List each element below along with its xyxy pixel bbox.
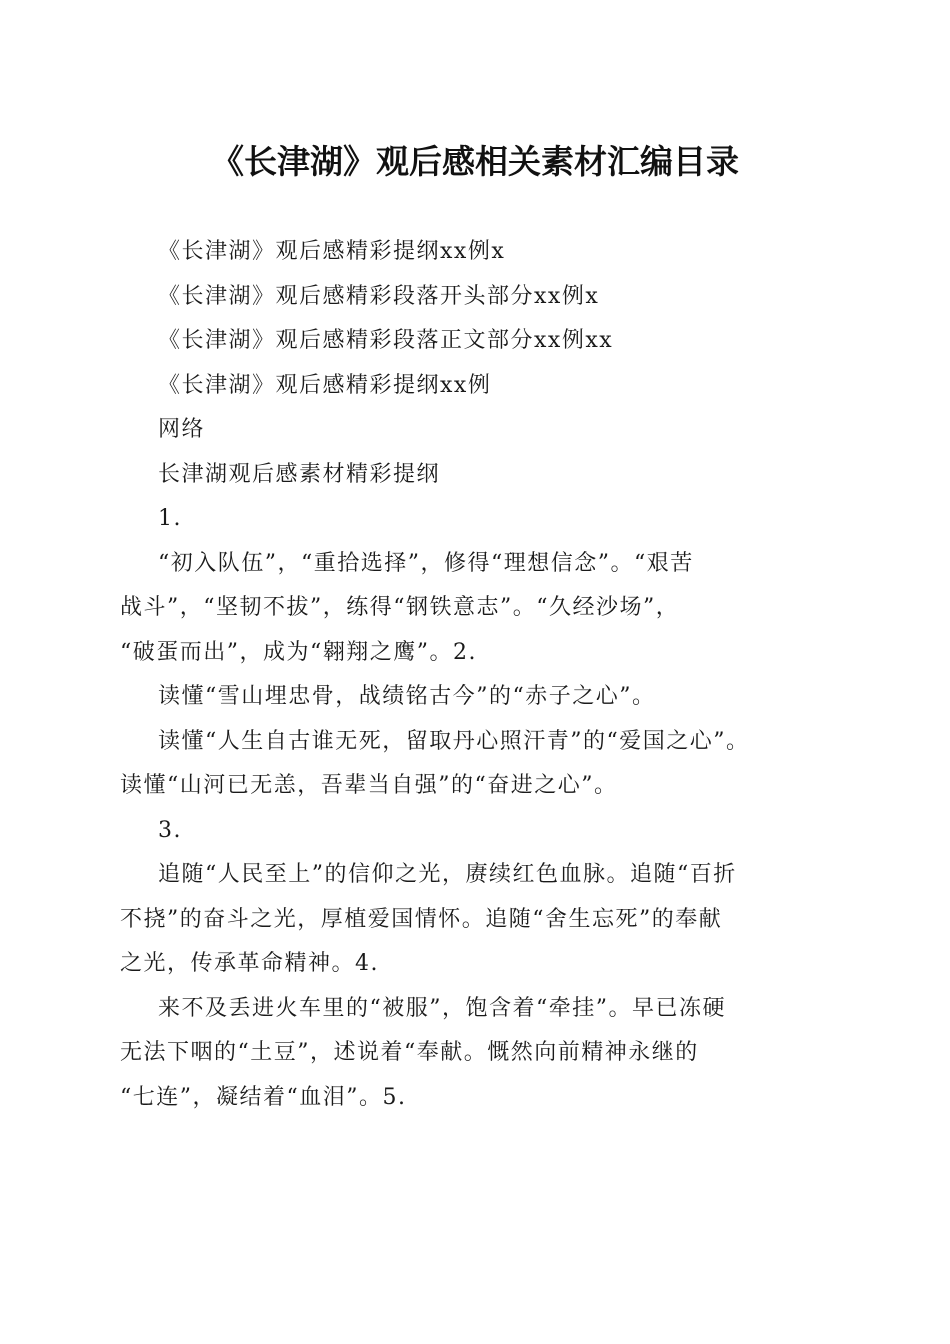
paragraph-line: 读懂“雪山埋忠骨，战绩铭古今”的“赤子之心”。 [158,684,656,709]
paragraph-line: 之光，传承革命精神。4. [120,951,379,976]
paragraph-line: 战斗”，“坚韧不拔”，练得“钢铁意志”。“久经沙场”， [120,595,680,620]
item-number: 3. [158,817,182,843]
paragraph-2 [120,675,832,720]
section-heading: 长津湖观后感素材精彩提纲 [158,461,441,487]
item-number: 1. [158,506,182,531]
table-of-contents [120,230,832,408]
paragraph-line: 追随“人民至上”的信仰之光，赓续红色血脉。追随“百折 [158,862,737,887]
paragraph-4 [120,853,832,987]
paragraph-line: 无法下咽的“土豆”，述说着“奉献。慨然向前精神永继的 [120,1040,699,1065]
paragraph-line: “初入队伍”，“重拾选择”，修得“理想信念”。“艰苦 [158,550,694,576]
toc-item: 《长津湖》观后感精彩段落开头部分xx例x [158,283,600,309]
paragraph-5 [120,987,832,1121]
paragraph-1 [120,542,832,676]
toc-item: 《长津湖》观后感精彩段落正文部分xx例xx [158,328,614,353]
paragraph-line: “七连”，凝结着“血泪”。5. [120,1084,407,1110]
document-body [120,230,832,1120]
toc-item: 《长津湖》观后感精彩提纲xx例 [158,372,492,398]
paragraph-line: 不挠”的奋斗之光，厚植爱国情怀。追随“舍生忘死”的奉献 [120,906,723,932]
paragraph-line: 读懂“人生自古谁无死，留取丹心照汗青”的“爱国之心”。 [158,728,750,754]
paragraph-line: “破蛋而出”，成为“翱翔之鹰”。2. [120,639,477,665]
paragraph-line: 读懂“山河已无恙，吾辈当自强”的“奋进之心”。 [120,773,618,798]
toc-item: 《长津湖》观后感精彩提纲xx例x [158,239,506,264]
paragraph-3 [120,720,832,809]
document-title: 《长津湖》观后感相关素材汇编目录 [211,142,739,181]
source-label: 网络 [158,417,206,442]
paragraph-line: 来不及丢进火车里的“被服”，饱含着“牵挂”。早已冻硬 [158,995,726,1021]
